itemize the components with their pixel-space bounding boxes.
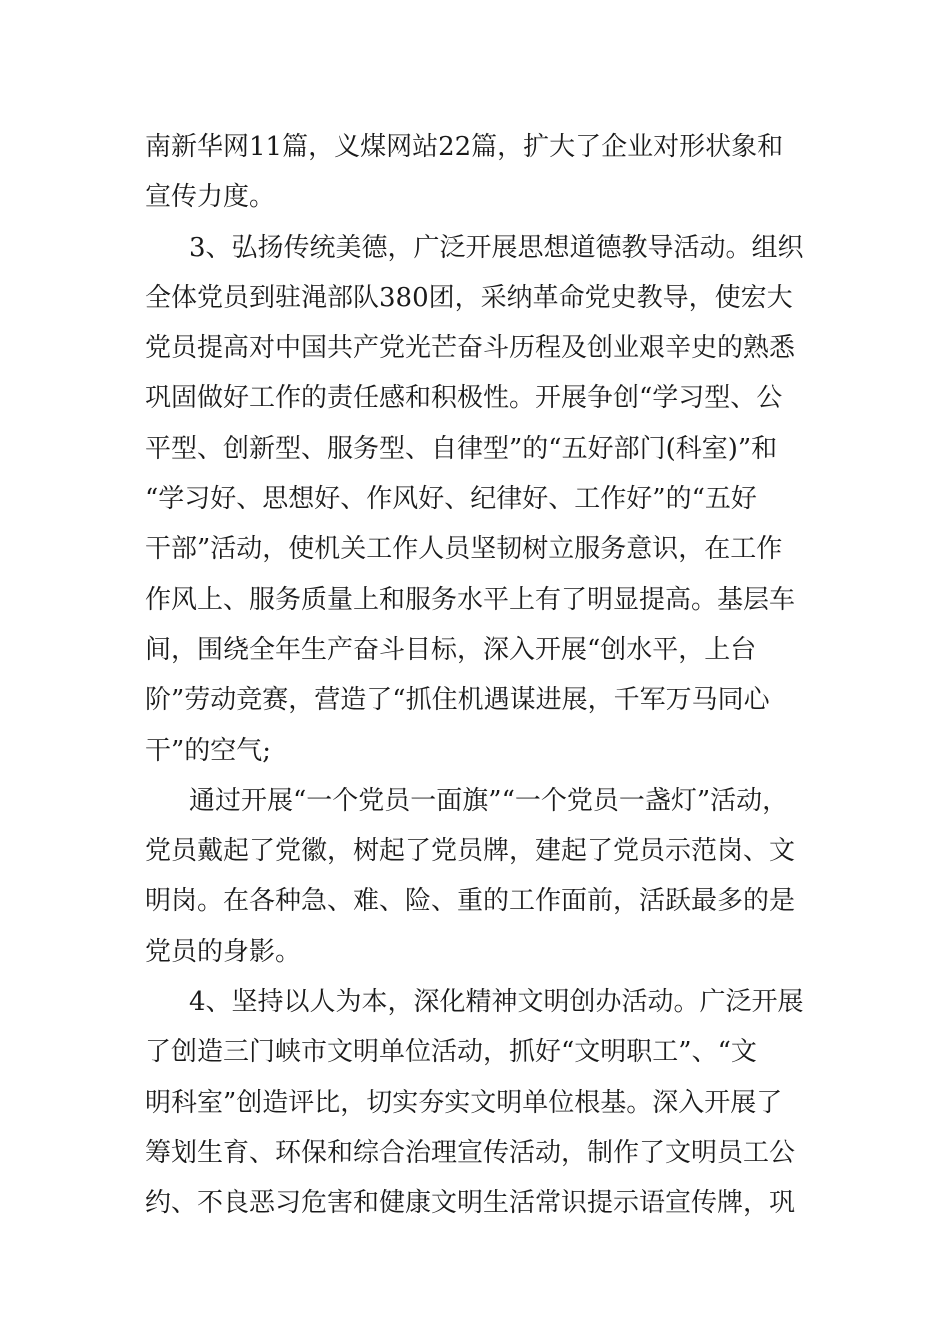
text-line: 南新华网11篇，义煤网站22篇，扩大了企业对形状象和 xyxy=(145,132,784,162)
text-line: 宣传力度。 xyxy=(145,182,276,213)
text-line: 党员提高对中国共产党光芒奋斗历程及创业艰辛史的熟悉 xyxy=(145,333,796,364)
text-line: 4、坚持以人为本，深化精神文明创办活动。广泛开展 xyxy=(189,987,804,1018)
text-line: 党员的身影。 xyxy=(145,936,302,967)
text-line: 党员戴起了党徽，树起了党员牌，建起了党员示范岗、文 xyxy=(145,836,796,867)
text-line: “学习好、思想好、作风好、纪律好、工作好”的“五好 xyxy=(145,484,757,515)
text-line: 间，围绕全年生产奋斗目标，深入开展“创水平，上台 xyxy=(145,634,757,665)
text-line: 明岗。在各种急、难、险、重的工作面前，活跃最多的是 xyxy=(145,886,796,917)
text-line: 明科室”创造评比，切实夯实文明单位根基。深入开展了 xyxy=(145,1087,783,1118)
text-line: 全体党员到驻渑部队380团，采纳革命党史教导，使宏大 xyxy=(145,282,793,313)
text-line: 筹划生育、环保和综合治理宣传活动，制作了文明员工公 xyxy=(145,1137,796,1168)
text-line: 巩固做好工作的责任感和积极性。开展争创“学习型、公 xyxy=(145,383,783,414)
text-line: 约、不良恶习危害和健康文明生活常识提示语宣传牌，巩 xyxy=(145,1188,796,1219)
text-line: 干”的空气; xyxy=(145,735,272,766)
text-line: 3、弘扬传统美德，广泛开展思想道德教导活动。组织 xyxy=(189,232,804,263)
text-line: 作风上、服务质量上和服务水平上有了明显提高。基层车 xyxy=(145,584,796,615)
body-text xyxy=(145,122,825,1229)
text-line: 干部”活动，使机关工作人员坚韧树立服务意识，在工作 xyxy=(145,534,783,565)
text-line: 通过开展“一个党员一面旗”“一个党员一盏灯”活动， xyxy=(189,785,789,816)
text-line: 平型、创新型、服务型、自律型”的“五好部门(科室)”和 xyxy=(145,433,778,464)
text-line: 了创造三门峡市文明单位活动，抓好“文明职工”、“文 xyxy=(145,1037,757,1068)
text-line: 阶”劳动竞赛，营造了“抓住机遇谋进展，千军万马同心 xyxy=(145,685,770,716)
